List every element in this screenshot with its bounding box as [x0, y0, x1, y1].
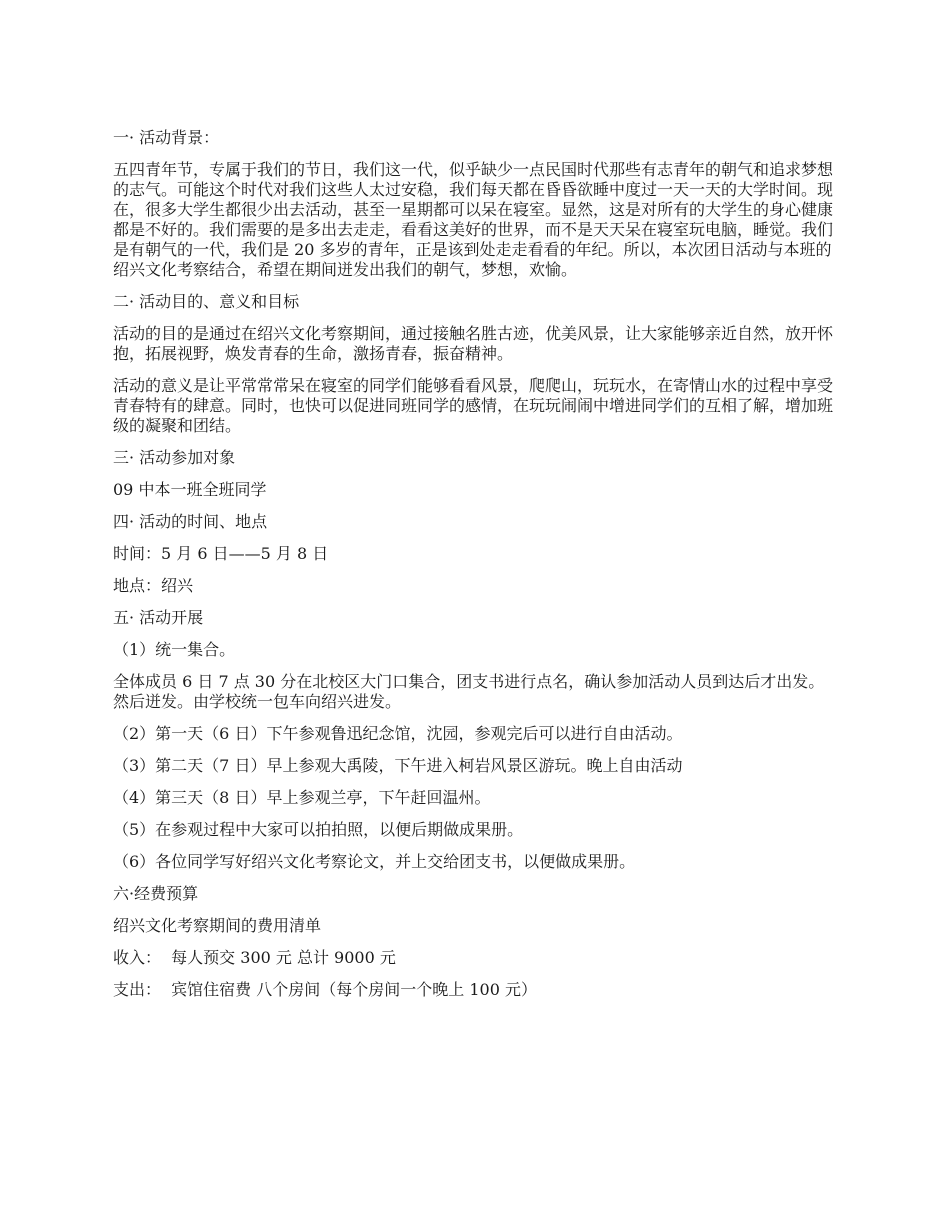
list-item-photos: （5）在参观过程中大家可以拍拍照，以便后期做成果册。 — [113, 820, 524, 839]
paragraph-income: 收入： 每人预交 300 元 总计 9000 元 — [113, 948, 396, 967]
section-heading-background: 一· 活动背景： — [113, 128, 220, 147]
list-item-day-three: （4）第三天（8 日）早上参观兰亭，下午赶回温州。 — [113, 788, 491, 807]
paragraph-assembly: 全体成员 6 日 7 点 30 分在北校区大门口集合，团支书进行点名，确认参加活动人员到达后才出发。然后迸发。由学校统一包车向绍兴进发。 — [113, 672, 825, 711]
paragraph-meaning: 活动的意义是让平常常常呆在寝室的同学们能够看看风景，爬爬山，玩玩水，在寄情山水的过程中享受青春特有的肆意。同时，也快可以促进同班同学的感情，在玩玩闹闹中增进同学们的互相了解，增加班级的凝聚和团结。 — [113, 376, 834, 435]
section-heading-time-place: 四· 活动的时间、地点 — [113, 512, 268, 531]
list-item-papers: （6）各位同学写好绍兴文化考察论文，并上交给团支书，以便做成果册。 — [113, 852, 636, 871]
paragraph-participants: 09 中本一班全班同学 — [113, 480, 267, 499]
list-item-day-two: （3）第二天（7 日）早上参观大禹陵，下午进入柯岩风景区游玩。晚上自由活动 — [113, 756, 683, 775]
paragraph-place: 地点：绍兴 — [113, 576, 194, 595]
section-heading-budget: 六·经费预算 — [113, 884, 199, 903]
paragraph-budget-title: 绍兴文化考察期间的费用清单 — [113, 916, 322, 935]
paragraph-time: 时间：5 月 6 日——5 月 8 日 — [113, 544, 329, 563]
list-item-day-one: （2）第一天（6 日）下午参观鲁迅纪念馆，沈园，参观完后可以进行自由活动。 — [113, 724, 683, 743]
paragraph-purpose: 活动的目的是通过在绍兴文化考察期间，通过接触名胜古迹，优美风景，让大家能够亲近自然，放开怀抱，拓展视野，焕发青春的生命，激扬青春，振奋精神。 — [113, 324, 834, 363]
list-item-assembly: （1）统一集合。 — [113, 640, 236, 659]
paragraph-expense: 支出： 宾馆住宿费 八个房间（每个房间一个晚上 100 元） — [113, 980, 537, 999]
section-heading-activities: 五· 活动开展 — [113, 608, 204, 627]
section-heading-purpose: 二· 活动目的、意义和目标 — [113, 292, 300, 311]
paragraph-background: 五四青年节，专属于我们的节日，我们这一代，似乎缺少一点民国时代那些有志青年的朝气和追求梦想的志气。可能这个时代对我们这些人太过安稳，我们每天都在昏昏欲睡中度过一天一天的大学时间。现在，很多大学生都很少出去活动，甚至一星期都可以呆在寝室。显然，这是对所有的大学生的身心健康都是不好的。我们需要的是多出去走走，看看这美好的世界，而不是天天呆在寝室玩电脑，睡觉。我们是有朝气的一代，我们是 20 多岁的青年，正是该到处走走看看的年纪。所以，本次团日活动与本班的绍兴文化考察结合，希望在期间迸发出我们的朝气，梦想，欢愉。 — [113, 160, 834, 279]
section-heading-participants: 三· 活动参加对象 — [113, 448, 236, 467]
document-page — [113, 128, 838, 1012]
